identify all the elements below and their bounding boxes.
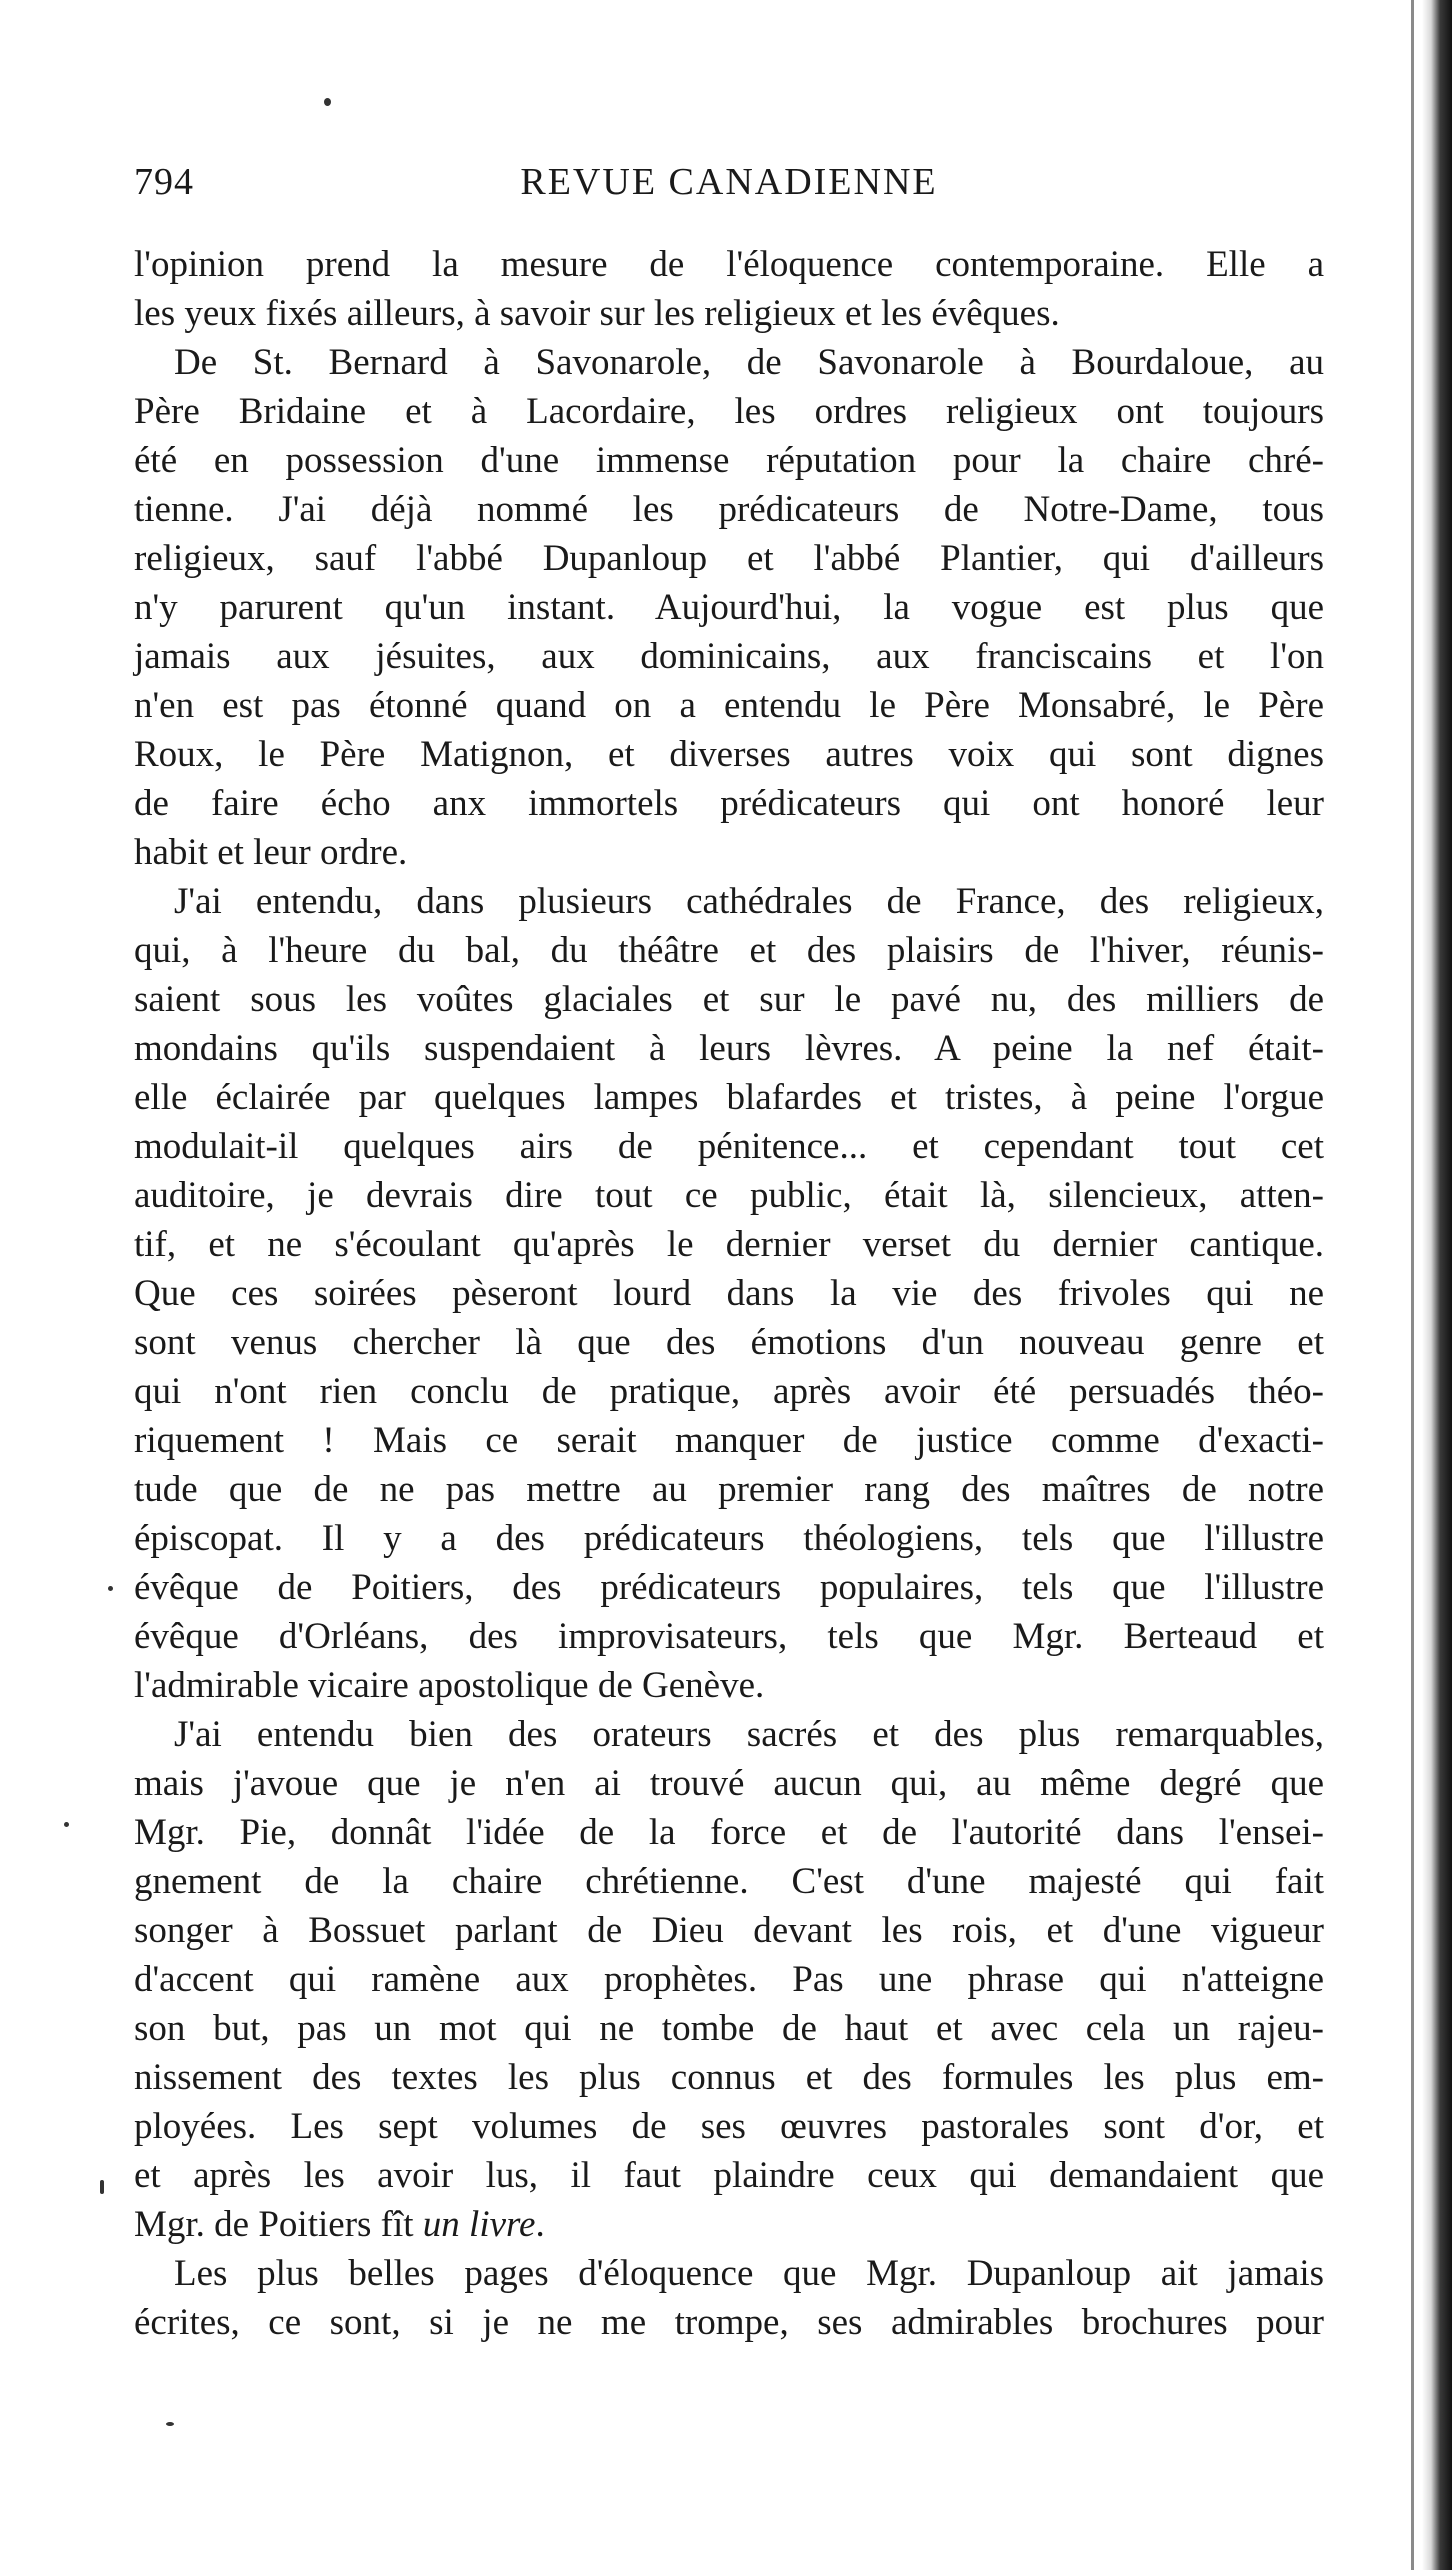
ink-speck [166,2422,174,2426]
page-gutter-line [1411,0,1414,2570]
ink-speck [100,2180,104,2194]
text-line: mondains qu'ils suspendaient à leurs lèvres. A peine la nef était- [134,1028,1324,1069]
text-line: saient sous les voûtes glaciales et sur le pavé nu, des milliers de [134,979,1324,1020]
text-line: elle éclairée par quelques lampes blafardes et tristes, à peine l'orgue [134,1077,1324,1118]
text-line: n'en est pas étonné quand on a entendu le Père Monsabré, le Père [134,685,1324,726]
paragraph [134,877,1324,1710]
text-line: Que ces soirées pèseront lourd dans la vie des frivoles qui ne [134,1273,1324,1314]
page-header [134,160,1324,216]
text-line: sont venus chercher là que des émotions d'un nouveau genre et [134,1322,1324,1363]
paragraph [134,338,1324,877]
article-body [134,240,1324,2347]
text-span: . [535,2204,545,2245]
text-line: d'accent qui ramène aux prophètes. Pas une phrase qui n'atteigne [134,1959,1324,2000]
text-line: riquement ! Mais ce serait manquer de justice comme d'exacti- [134,1420,1324,1461]
text-line: Mgr. Pie, donnât l'idée de la force et de l'autorité dans l'ensei- [134,1812,1324,1853]
text-line: Père Bridaine et à Lacordaire, les ordres religieux ont toujours [134,391,1324,432]
italic-title: un livre [422,2204,536,2245]
text-line: qui, à l'heure du bal, du théâtre et des plaisirs de l'hiver, réunis- [134,930,1324,971]
text-line: été en possession d'une immense réputation pour la chaire chré- [134,440,1324,481]
text-line: auditoire, je devrais dire tout ce public, était là, silencieux, atten- [134,1175,1324,1216]
running-title: REVUE CANADIENNE [520,161,938,203]
text-line [134,2200,1324,2249]
text-line: songer à Bossuet parlant de Dieu devant les rois, et d'une vigueur [134,1910,1324,1951]
page-spine-shadow [1422,0,1452,2570]
text-line: modulait-il quelques airs de pénitence... et cependant tout cet [134,1126,1324,1167]
text-line: et après les avoir lus, il faut plaindre ceux qui demandaient que [134,2155,1324,2196]
text-line: ployées. Les sept volumes de ses œuvres pastorales sont d'or, et [134,2106,1324,2147]
text-line: tienne. J'ai déjà nommé les prédicateurs de Notre-Dame, tous [134,489,1324,530]
text-line: l'opinion prend la mesure de l'éloquence contemporaine. Elle a [134,244,1324,285]
text-line: tude que de ne pas mettre au premier rang des maîtres de notre [134,1469,1324,1510]
text-line: de faire écho anx immortels prédicateurs qui ont honoré leur [134,783,1324,824]
text-line: les yeux fixés ailleurs, à savoir sur les religieux et les évêques. [134,293,1060,334]
text-line: épiscopat. Il y a des prédicateurs théologiens, tels que l'illustre [134,1518,1324,1559]
text-line: n'y parurent qu'un instant. Aujourd'hui, la vogue est plus que [134,587,1324,628]
text-line: J'ai entendu, dans plusieurs cathédrales de France, des religieux, [174,881,1324,922]
text-line: nissement des textes les plus connus et des formules les plus em- [134,2057,1324,2098]
ink-speck [64,1822,69,1827]
text-line: J'ai entendu bien des orateurs sacrés et des plus remarquables, [174,1714,1324,1755]
ink-speck [324,98,331,106]
text-line: Roux, le Père Matignon, et diverses autres voix qui sont dignes [134,734,1324,775]
text-line: religieux, sauf l'abbé Dupanloup et l'abbé Plantier, qui d'ailleurs [134,538,1324,579]
text-line: Les plus belles pages d'éloquence que Mgr. Dupanloup ait jamais [174,2253,1324,2294]
text-line: son but, pas un mot qui ne tombe de haut et avec cela un rajeu- [134,2008,1324,2049]
text-line: tif, et ne s'écoulant qu'après le dernier verset du dernier cantique. [134,1224,1324,1265]
text-line: qui n'ont rien conclu de pratique, après avoir été persuadés théo- [134,1371,1324,1412]
page-number: 794 [134,161,194,203]
paragraph [134,240,1324,338]
paragraph [134,2249,1324,2347]
text-line: gnement de la chaire chrétienne. C'est d'une majesté qui fait [134,1861,1324,1902]
text-line: De St. Bernard à Savonarole, de Savonarole à Bourdaloue, au [174,342,1324,383]
text-line: évêque d'Orléans, des improvisateurs, tels que Mgr. Berteaud et [134,1616,1324,1657]
text-line: l'admirable vicaire apostolique de Genève. [134,1665,765,1706]
text-line: habit et leur ordre. [134,832,408,873]
paragraph [134,1710,1324,2249]
text-line: évêque de Poitiers, des prédicateurs populaires, tels que l'illustre [134,1567,1324,1608]
text-line: jamais aux jésuites, aux dominicains, aux franciscains et l'on [134,636,1324,677]
text-line: écrites, ce sont, si je ne me trompe, ses admirables brochures pour [134,2302,1324,2343]
ink-speck [108,1586,113,1591]
text-line: mais j'avoue que je n'en ai trouvé aucun qui, au même degré que [134,1763,1324,1804]
text-span: Mgr. de Poitiers fît [134,2204,423,2245]
